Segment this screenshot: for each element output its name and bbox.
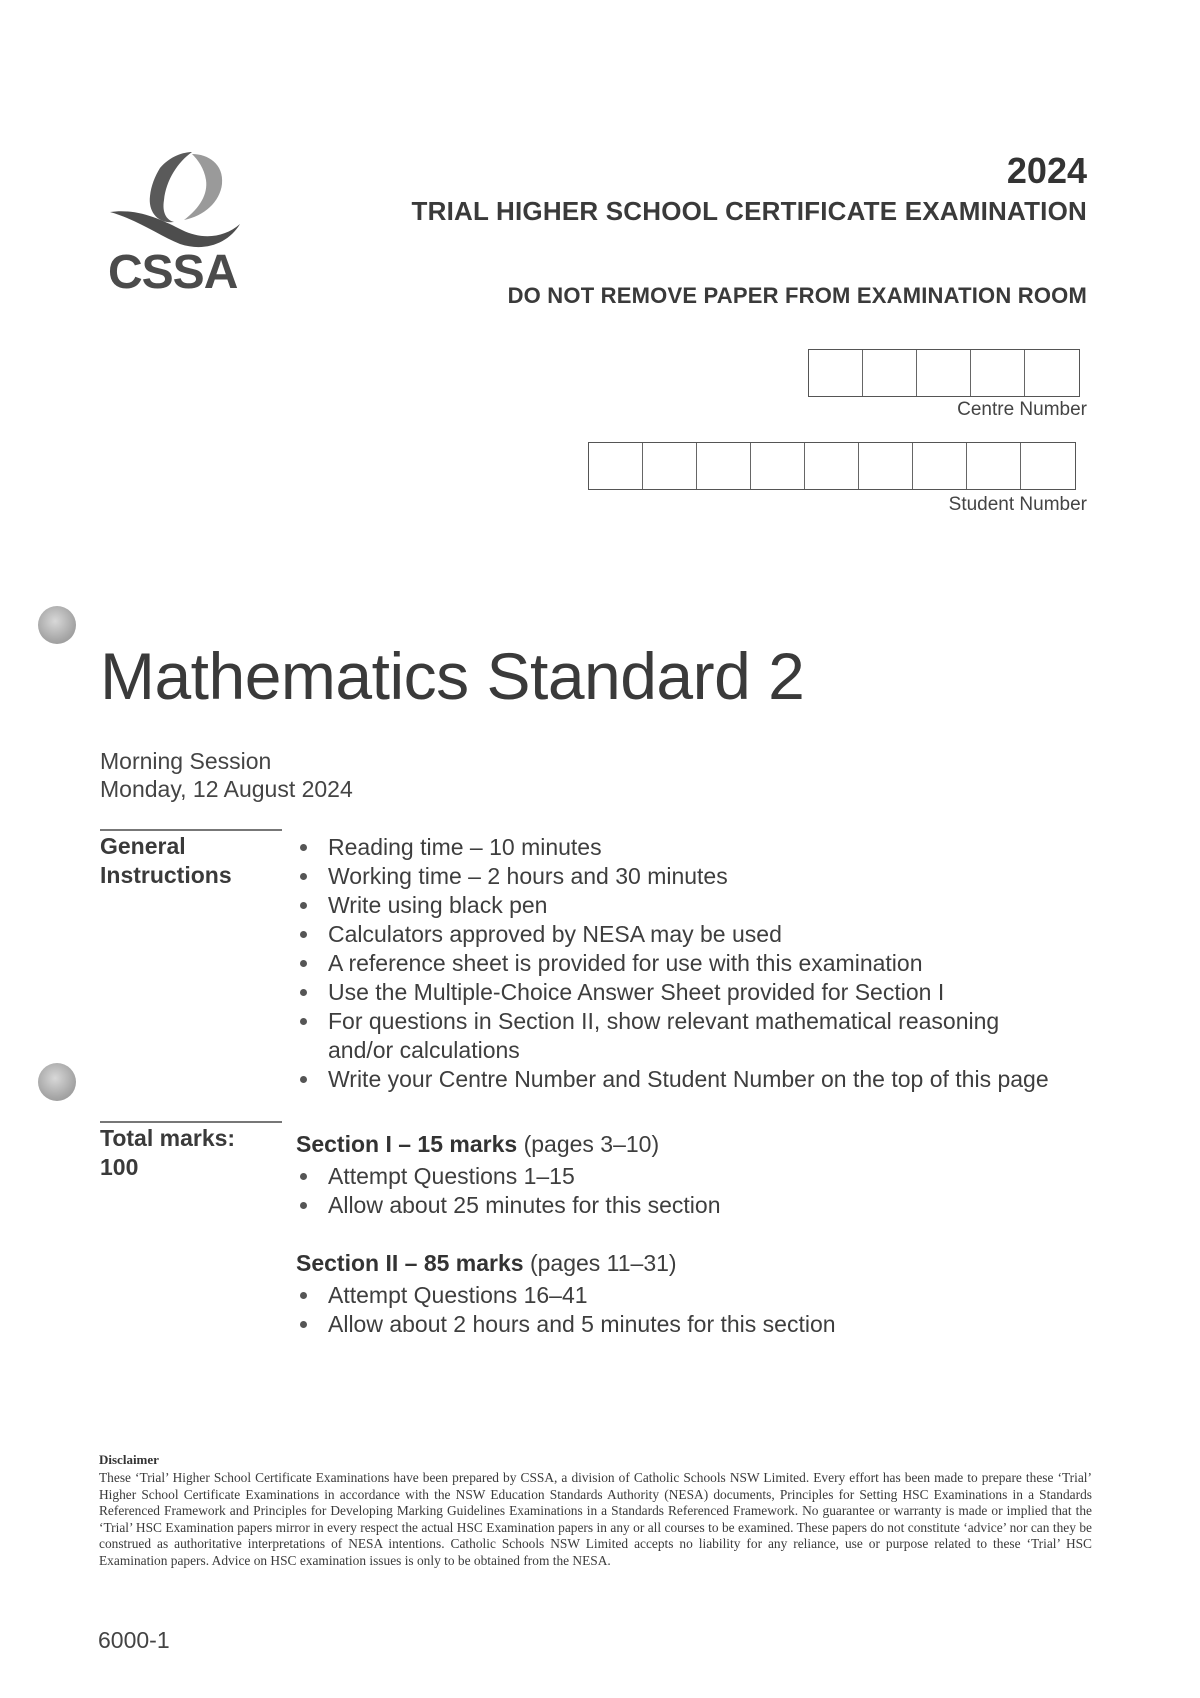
list-item: Working time – 2 hours and 30 minutes <box>296 862 1096 891</box>
cssa-logo <box>108 150 248 299</box>
section-1-list <box>296 1162 996 1220</box>
exam-title: TRIAL HIGHER SCHOOL CERTIFICATE EXAMINATION <box>411 196 1087 226</box>
section-pages: (pages 3–10) <box>523 1131 660 1157</box>
punch-hole-bottom <box>38 1063 76 1101</box>
divider <box>100 1121 282 1123</box>
section-title: Section II – 85 marks <box>296 1250 524 1276</box>
list-item: Write your Centre Number and Student Number on the top of this page <box>296 1065 1096 1094</box>
centre-number-cell[interactable] <box>863 350 917 396</box>
general-instructions-list <box>296 833 1096 1094</box>
student-number-cell[interactable] <box>1021 443 1075 489</box>
section-2-list <box>296 1281 996 1339</box>
list-item: Allow about 25 minutes for this section <box>296 1191 996 1220</box>
heading-line: Instructions <box>100 862 232 888</box>
section-title: Section I – 15 marks <box>296 1131 518 1157</box>
student-number-cell[interactable] <box>967 443 1021 489</box>
student-number-cell[interactable] <box>751 443 805 489</box>
centre-number-cell[interactable] <box>971 350 1025 396</box>
exam-year: 2024 <box>1006 150 1087 191</box>
heading-line: General <box>100 833 186 859</box>
general-instructions-heading <box>100 832 270 890</box>
exam-room-notice: DO NOT REMOVE PAPER FROM EXAMINATION ROOM <box>507 283 1087 308</box>
student-number-cell[interactable] <box>913 443 967 489</box>
student-number-cell[interactable] <box>697 443 751 489</box>
student-number-cell[interactable] <box>643 443 697 489</box>
centre-number-cell[interactable] <box>1025 350 1079 396</box>
list-item: Allow about 2 hours and 5 minutes for this section <box>296 1310 996 1339</box>
section-2-heading <box>296 1250 677 1277</box>
student-number-cell[interactable] <box>859 443 913 489</box>
paper-code: 6000-1 <box>98 1627 170 1653</box>
student-number-cell[interactable] <box>589 443 643 489</box>
list-item: A reference sheet is provided for use with this examination <box>296 949 1096 978</box>
subject-title: Mathematics Standard 2 <box>100 639 805 713</box>
list-item: For questions in Section II, show relevant mathematical reasoning and/or calculations <box>296 1007 1048 1065</box>
list-item: Reading time – 10 minutes <box>296 833 1096 862</box>
centre-number-cell[interactable] <box>917 350 971 396</box>
list-item: Use the Multiple-Choice Answer Sheet provided for Section I <box>296 978 1096 1007</box>
divider <box>100 829 282 831</box>
total-marks-label: Total marks: <box>100 1125 236 1151</box>
student-number-cell[interactable] <box>805 443 859 489</box>
list-item: Write using black pen <box>296 891 1096 920</box>
punch-hole-top <box>38 606 76 644</box>
disclaimer-title: Disclaimer <box>99 1452 159 1467</box>
centre-number-label: Centre Number <box>957 399 1087 420</box>
student-number-label: Student Number <box>948 494 1087 515</box>
section-pages: (pages 11–31) <box>529 1250 677 1276</box>
section-1-heading <box>296 1131 659 1158</box>
total-marks-value: 100 <box>100 1154 139 1180</box>
centre-number-cell[interactable] <box>809 350 863 396</box>
cssa-swoosh-icon <box>108 150 248 250</box>
centre-number-boxes[interactable] <box>808 349 1080 397</box>
list-item: Attempt Questions 1–15 <box>296 1162 996 1191</box>
disclaimer-text: These ‘Trial’ Higher School Certificate Examinations have been prepared by CSSA, a division of Catholic Schools NSW Limited. Every effort has been made to prepare these ‘Trial’ Higher School Certificate Examinations in accordance with the NSW Education Standards Authority (NESA) documents, Principles for Setting HSC Examinations in a Standards Referenced Framework and Principles for Developing Marking Guidelines Examinations in a Standards Referenced Framework. No guarantee or warranty is made or implied that the ‘Trial’ HSC Examination papers mirror in every respect the actual HSC Examination papers in any or all courses to be examined. These papers do not constitute ‘advice’ nor can they be construed as authoritative interpretations of NESA intentions. Catholic Schools NSW Limited accepts no liability for any reliance, use or purpose related to these ‘Trial’ HSC Examination papers. Advice on HSC examination issues is only to be obtained from the NESA. <box>99 1470 1092 1568</box>
session-label: Morning Session <box>100 748 272 774</box>
exam-date: Monday, 12 August 2024 <box>100 776 353 802</box>
student-number-boxes[interactable] <box>588 442 1076 490</box>
total-marks-heading <box>100 1124 270 1182</box>
logo-wordmark: CSSA <box>108 246 238 299</box>
list-item: Calculators approved by NESA may be used <box>296 920 1096 949</box>
list-item: Attempt Questions 16–41 <box>296 1281 996 1310</box>
